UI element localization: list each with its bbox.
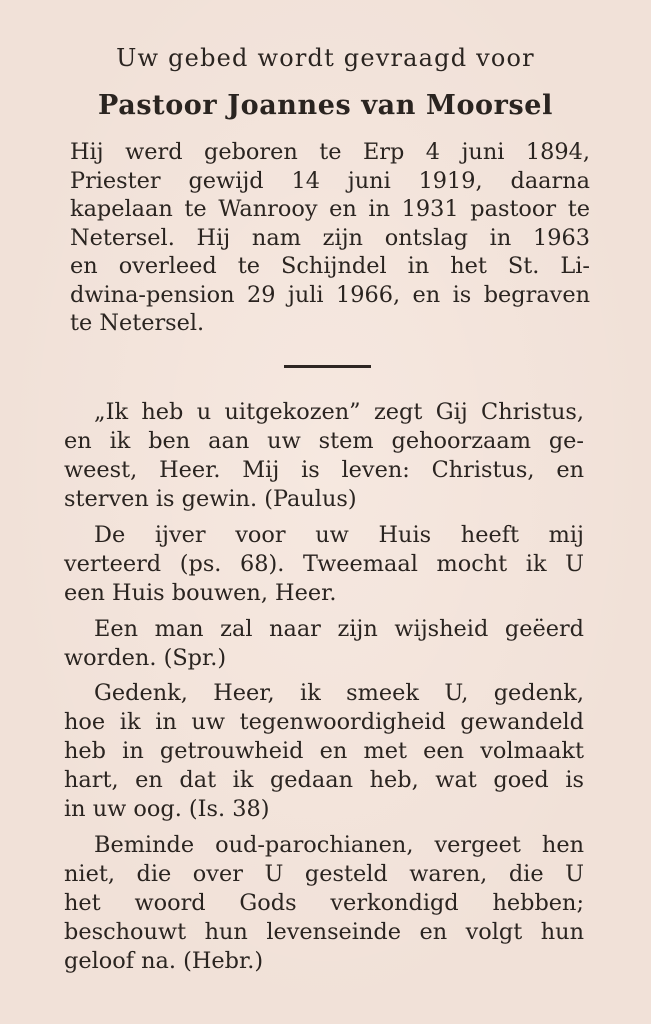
quote-line: beschouwt hun levenseinde en volgt hun [64,919,584,945]
quote-line: hoe ik in uw tegenwoordigheid gewandeld [64,709,584,735]
quote-line: en ik ben aan uw stem gehoorzaam ge- [64,428,584,454]
prayer-request-heading: Uw gebed wordt gevraagd voor [116,44,535,72]
quote-line: weest, Heer. Mij is leven: Christus, en [64,457,584,483]
quote-line: verteerd (ps. 68). Tweemaal mocht ik U [64,551,584,577]
quote-line: Een man zal naar zijn wijsheid geëerd [94,616,584,642]
quote-line: geloof na. (Hebr.) [64,948,264,974]
bio-line: Hij werd geboren te Erp 4 juni 1894, [70,139,590,165]
quote-paragraph [64,521,584,608]
quote-line: worden. (Spr.) [64,645,227,671]
bio-line: Priester gewijd 14 juni 1919, daarna [70,167,590,194]
quote-paragraph [64,615,584,673]
bio-line: kapelaan te Wanrooy en in 1931 pastoor te [70,196,590,222]
quote-line: De ijver voor uw Huis heeft mij [94,522,584,548]
quote-paragraph [64,679,584,824]
quote-line: een Huis bouwen, Heer. [64,580,337,606]
quote-line: „Ik heb u uitgekozen” zegt Gij Christus, [94,399,584,425]
bio-line: dwina-pension 29 juli 1966, en is begraven [70,281,590,308]
quote-line: heb in getrouwheid en met een volmaakt [64,738,584,764]
quote-line: het woord Gods verkondigd hebben; [64,890,584,916]
quote-line: Gedenk, Heer, ik smeek U, gedenk, [94,680,584,706]
bio-line: en overleed te Schijndel in het St. Li- [70,253,590,279]
quote-line: Beminde oud-parochianen, vergeet hen [94,832,584,858]
quote-paragraph [64,398,584,514]
quote-paragraph [64,831,584,976]
quote-line: sterven is gewin. (Paulus) [64,486,357,512]
bio-line: te Netersel. [70,310,205,336]
quote-line: in uw oog. (Is. 38) [64,796,270,822]
divider-rule [284,365,371,368]
bio-line: Netersel. Hij nam zijn ontslag in 1963 [70,224,590,251]
biography [70,138,590,338]
quote-line: niet, die over U gesteld waren, die U [64,861,584,887]
quote-line: hart, en dat ik gedaan heb, wat goed is [64,767,584,793]
deceased-name: Pastoor Joannes van Moorsel [98,90,553,121]
